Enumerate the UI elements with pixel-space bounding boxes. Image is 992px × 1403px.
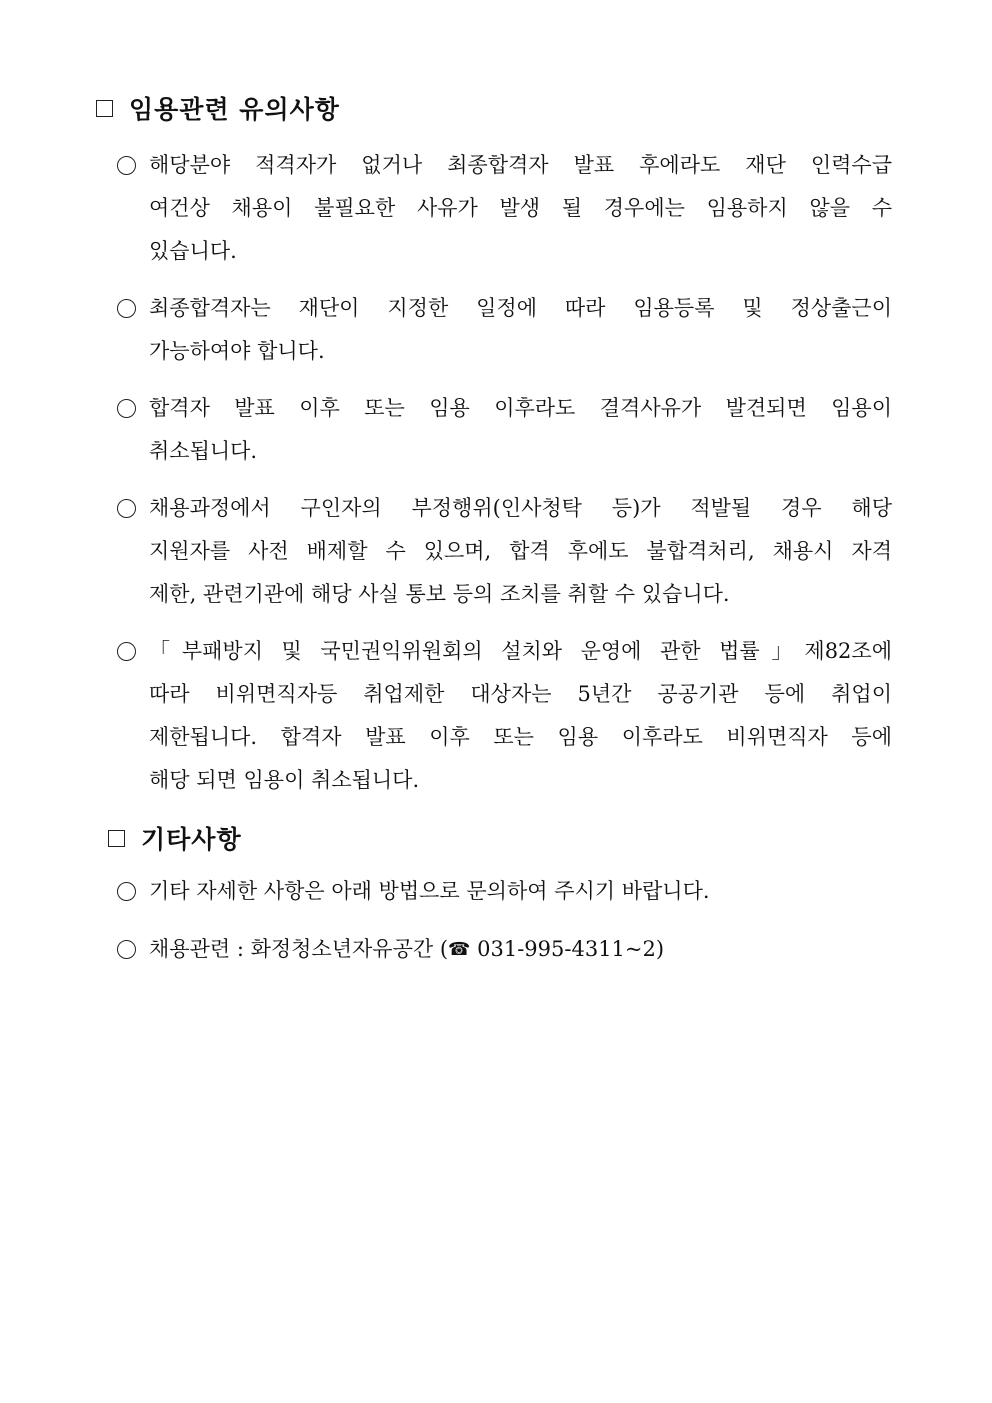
list-item: [117, 487, 892, 616]
telephone-icon: ☎: [448, 939, 471, 960]
text-line: 해당분야 적격자가 없거나 최종합격자 발표 후에라도 재단 인력수급: [149, 153, 892, 177]
list-item: [117, 144, 892, 273]
text-line: 지원자를 사전 배제할 수 있으며, 합격 후에도 불합격처리, 채용시 자격: [149, 539, 892, 563]
circle-bullet-icon: [117, 156, 136, 175]
list-item-text: [149, 487, 892, 616]
text-line: 따라 비위면직자등 취업제한 대상자는 5년간 공공기관 등에 취업이: [149, 682, 892, 706]
circle-bullet-icon: [117, 499, 136, 518]
circle-bullet-icon: [117, 399, 136, 418]
text-line: 제한, 관련기관에 해당 사실 통보 등의 조치를 취할 수 있습니다.: [149, 582, 730, 606]
text-line: 기타 자세한 사항은 아래 방법으로 문의하여 주시기 바랍니다.: [149, 879, 710, 903]
list-item-text: [149, 144, 892, 273]
text-line: 「부패방지 및 국민권익위원회의 설치와 운영에 관한 법률」제82조에: [149, 639, 892, 663]
circle-bullet-icon: [117, 882, 136, 901]
list-item-text: [149, 630, 892, 802]
text-line: 합격자 발표 이후 또는 임용 이후라도 결격사유가 발견되면 임용이: [149, 396, 892, 420]
section-heading-appointment: [96, 90, 340, 126]
list-item-text: [149, 928, 892, 971]
circle-bullet-icon: [117, 299, 136, 318]
list-item: [117, 287, 892, 373]
text-line: 있습니다.: [149, 239, 237, 263]
circle-bullet-icon: [117, 642, 136, 661]
section-heading-other: [108, 820, 242, 856]
text-line: 해당 되면 임용이 취소됩니다.: [149, 768, 420, 792]
list-item-text: [149, 387, 892, 473]
text-line: 제한됩니다. 합격자 발표 이후 또는 임용 이후라도 비위면직자 등에: [149, 725, 892, 749]
list-item: [117, 387, 892, 473]
list-item-text: [149, 870, 892, 913]
text-line: 여건상 채용이 불필요한 사유가 발생 될 경우에는 임용하지 않을 수: [149, 196, 892, 220]
text-line: 취소됩니다.: [149, 439, 258, 463]
text-line: 최종합격자는 재단이 지정한 일정에 따라 임용등록 및 정상출근이: [149, 296, 892, 320]
list-item-contact: [117, 928, 892, 971]
list-item: [117, 630, 892, 802]
checkbox-square-icon: [96, 100, 113, 117]
section-title: 임용관련 유의사항: [129, 95, 340, 124]
list-item: [117, 870, 892, 913]
contact-label: 채용관련 : 화정청소년자유공간 (: [149, 937, 449, 961]
text-line: 채용과정에서 구인자의 부정행위(인사청탁 등)가 적발될 경우 해당: [149, 496, 892, 520]
section-title: 기타사항: [141, 825, 242, 854]
circle-bullet-icon: [117, 940, 136, 959]
text-line: [149, 928, 892, 971]
list-item-text: [149, 287, 892, 373]
checkbox-square-icon: [108, 830, 125, 847]
contact-phone: 031-995-4311~2): [470, 937, 665, 961]
text-line: 가능하여야 합니다.: [149, 339, 325, 363]
